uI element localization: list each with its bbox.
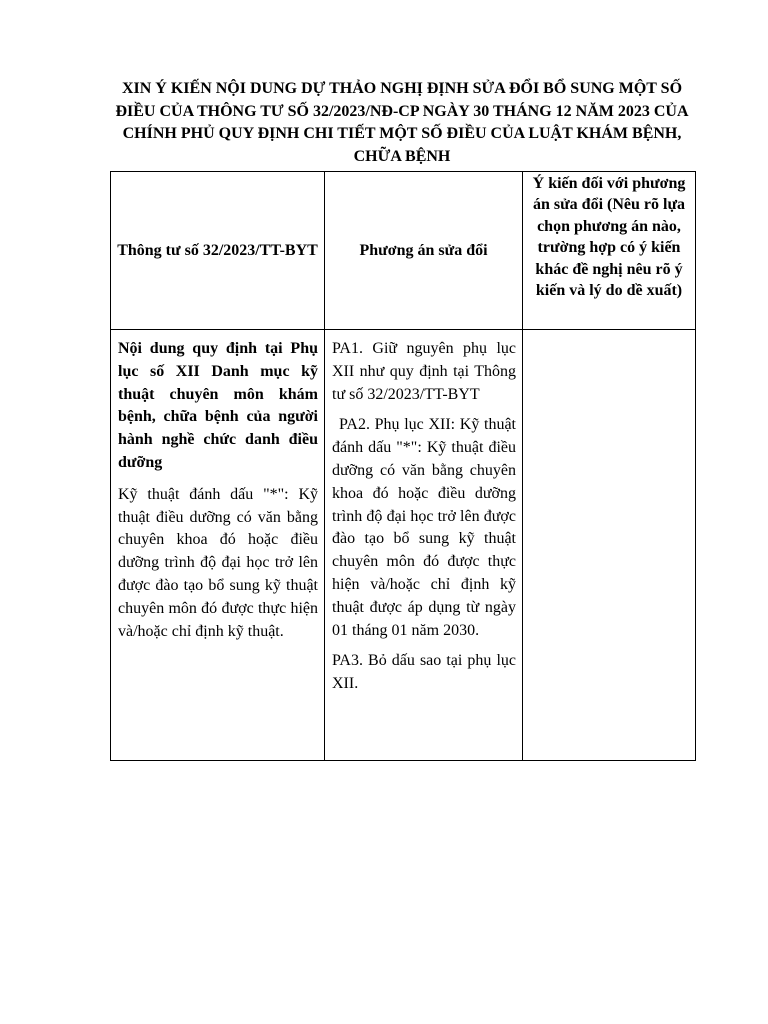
table-header-row: [111, 172, 696, 330]
header-amendment-option: Phương án sửa đổi: [325, 172, 523, 330]
regulation-heading: Nội dung quy định tại Phụ lục số XII Danh mục kỹ thuật chuyên môn khám bệnh, chữa bệnh của người hành nghề chức danh điều dưỡng: [118, 340, 318, 471]
regulation-text: Kỹ thuật đánh dấu "*": Kỹ thuật điều dưỡng có văn bằng chuyên khoa đó hoặc điều dưỡng trình độ đại học trở lên được đào tạo bổ sung kỹ thuật chuyên môn đó được thực hiện và/hoặc chỉ định kỹ thuật.: [118, 485, 318, 640]
option-pa2: PA2. Phụ lục XII: Kỹ thuật đánh dấu "*": Kỹ thuật điều dưỡng có văn bằng chuyên khoa đó hoặc điều dưỡng trình độ đại học trở lên được đào tạo bổ sung kỹ thuật chuyên môn đó được thực hiện và/hoặc chỉ định kỹ thuật được áp dụng từ ngày 01 tháng 01 năm 2030.: [332, 416, 516, 639]
current-regulation-cell: [111, 330, 325, 761]
amendment-options-cell: [325, 330, 523, 761]
option-pa1: PA1. Giữ nguyên phụ lục XII như quy định tại Thông tư số 32/2023/TT-BYT: [332, 340, 516, 403]
header-opinion: Ý kiến đối với phương án sửa đổi (Nêu rõ lựa chọn phương án nào, trường hợp có ý kiến khác đề nghị nêu rõ ý kiến và lý do dề xuất): [523, 172, 696, 330]
table-row: [111, 330, 696, 761]
opinion-input-cell[interactable]: [523, 330, 696, 761]
option-pa3: PA3. Bỏ dấu sao tại phụ lục XII.: [332, 652, 516, 693]
header-circular: Thông tư số 32/2023/TT-BYT: [111, 172, 325, 330]
document-title: XIN Ý KIẾN NỘI DUNG DỰ THẢO NGHỊ ĐỊNH SỬA ĐỔI BỔ SUNG MỘT SỐ ĐIỀU CỦA THÔNG TƯ SỐ 32/2023/NĐ-CP NGÀY 30 THÁNG 12 NĂM 2023 CỦA CHÍNH PHỦ QUY ĐỊNH CHI TIẾT MỘT SỐ ĐIỀU CỦA LUẬT KHÁM BỆNH, CHỮA BỆNH: [115, 80, 689, 165]
opinion-table: [110, 171, 696, 761]
